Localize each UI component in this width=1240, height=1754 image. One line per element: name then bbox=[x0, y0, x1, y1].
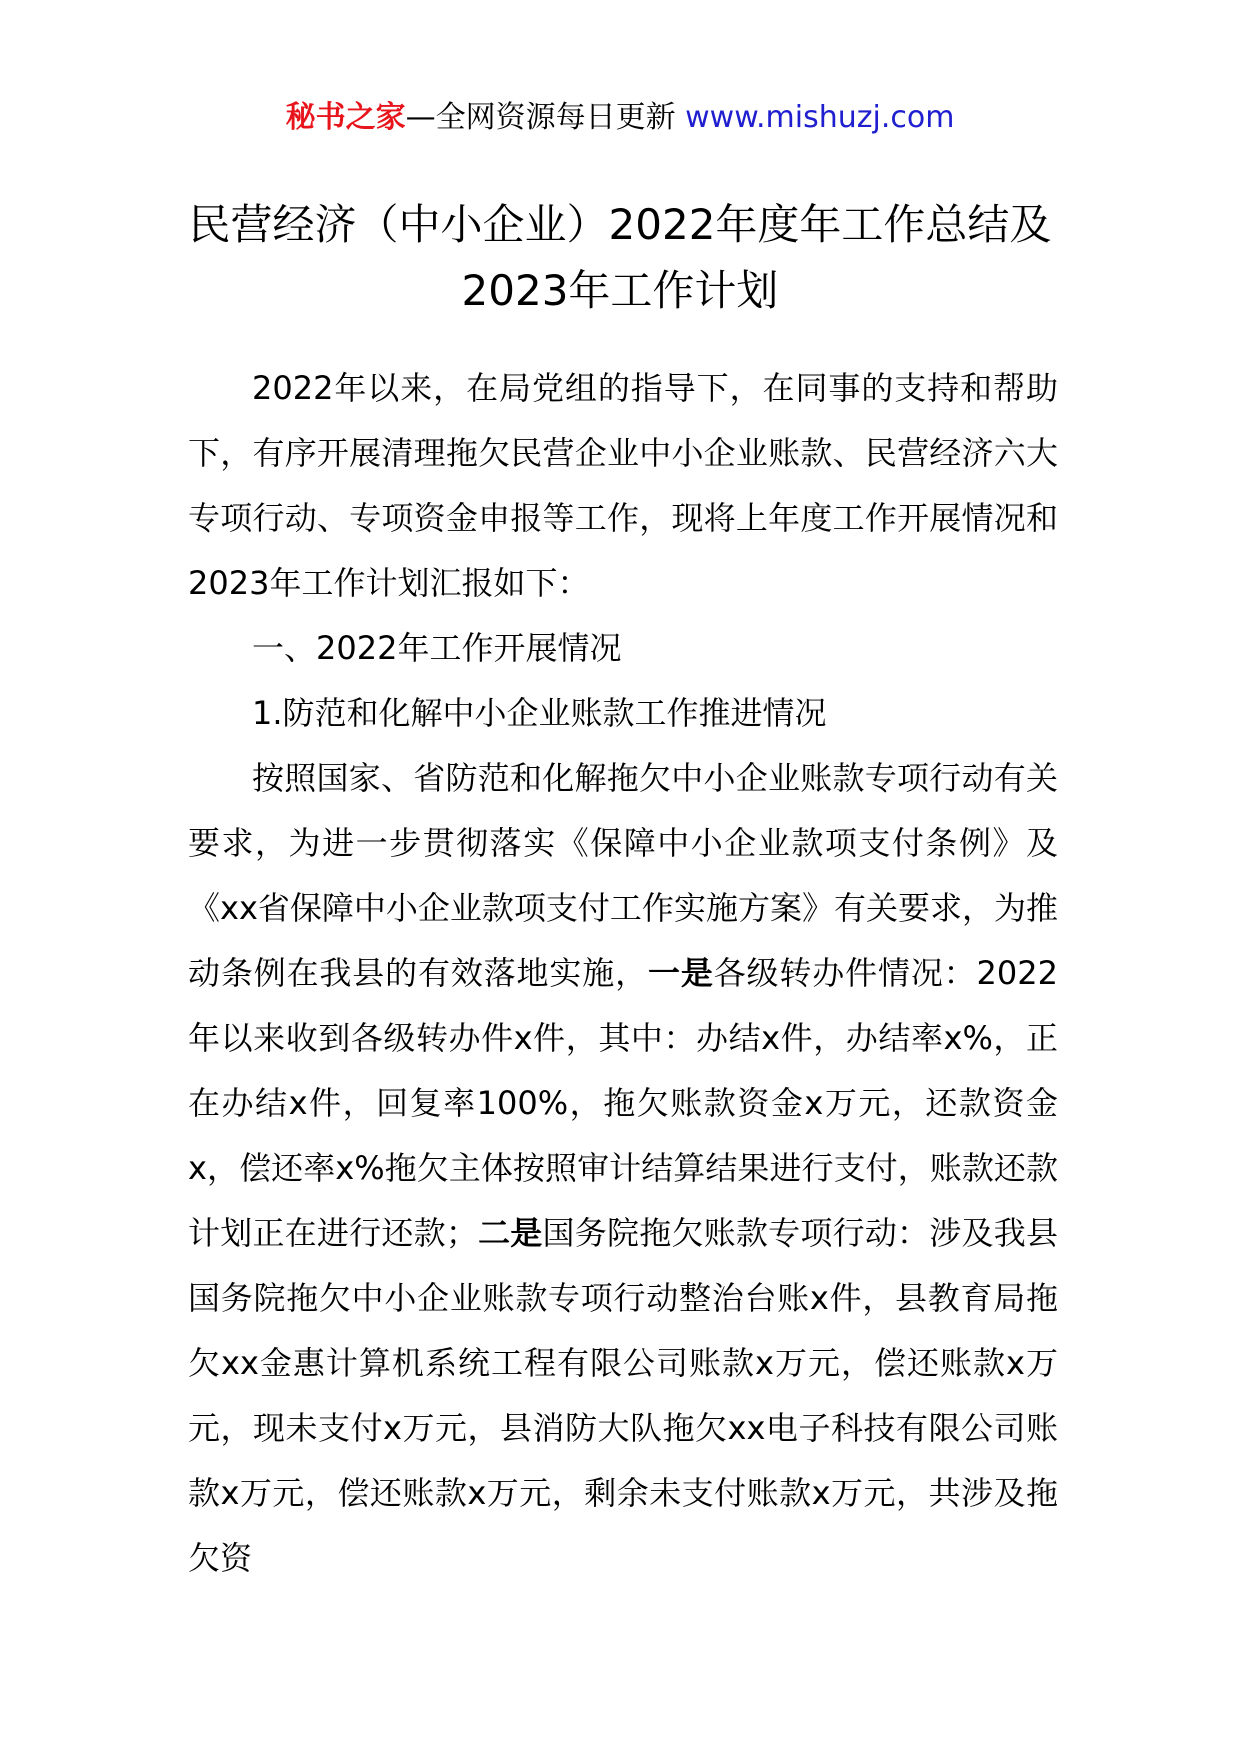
document-body bbox=[188, 356, 1058, 1591]
intro-paragraph: 2022年以来，在局党组的指导下，在同事的支持和帮助下，有序开展清理拖欠民营企业中小企业账款、民营经济六大专项行动、专项资金申报等工作，现将上年度工作开展情况和2023年工作计划汇报如下： bbox=[188, 369, 1058, 602]
paragraph-text: 国务院拖欠账款专项行动：涉及我县国务院拖欠中小企业账款专项行动整治台账x件，县教育局拖欠xx金惠计算机系统工程有限公司账款x万元，偿还账款x万元，现未支付x万元，县消防大队拖欠xx电子科技有限公司账款x万元，偿还账款x万元，剩余未支付账款x万元，共涉及拖欠资 bbox=[188, 1214, 1058, 1577]
body-paragraph bbox=[188, 746, 1058, 1591]
document-title: 民营经济（中小企业）2022年度年工作总结及2023年工作计划 bbox=[188, 200, 1052, 315]
site-brand: 秘书之家 bbox=[285, 100, 406, 135]
emphasis-second: 二是 bbox=[477, 1214, 543, 1252]
subsection-heading: 1.防范和化解中小企业账款工作推进情况 bbox=[252, 694, 827, 732]
paragraph-text: 按照国家、省防范和化解拖欠中小企业账款专项行动有关要求，为进一步贯彻落实《保障中小企业款项支付条例》及《xx省保障中小企业款项支付工作实施方案》有关要求，为推动条例在我县的有效落地实施， bbox=[188, 759, 1058, 992]
emphasis-first: 一是 bbox=[647, 954, 714, 992]
site-tagline: —全网资源每日更新 bbox=[405, 100, 686, 135]
site-url-link[interactable]: www.mishuzj.com bbox=[685, 100, 955, 135]
site-header bbox=[0, 98, 1240, 138]
section-heading: 一、2022年工作开展情况 bbox=[252, 629, 622, 667]
paragraph-text: 各级转办件情况：2022年以来收到各级转办件x件，其中：办结x件，办结率x%，正在办结x件，回复率100%，拖欠账款资金x万元，还款资金x，偿还率x%拖欠主体按照审计结算结果进行支付，账款还款计划正在进行还款； bbox=[188, 954, 1058, 1252]
